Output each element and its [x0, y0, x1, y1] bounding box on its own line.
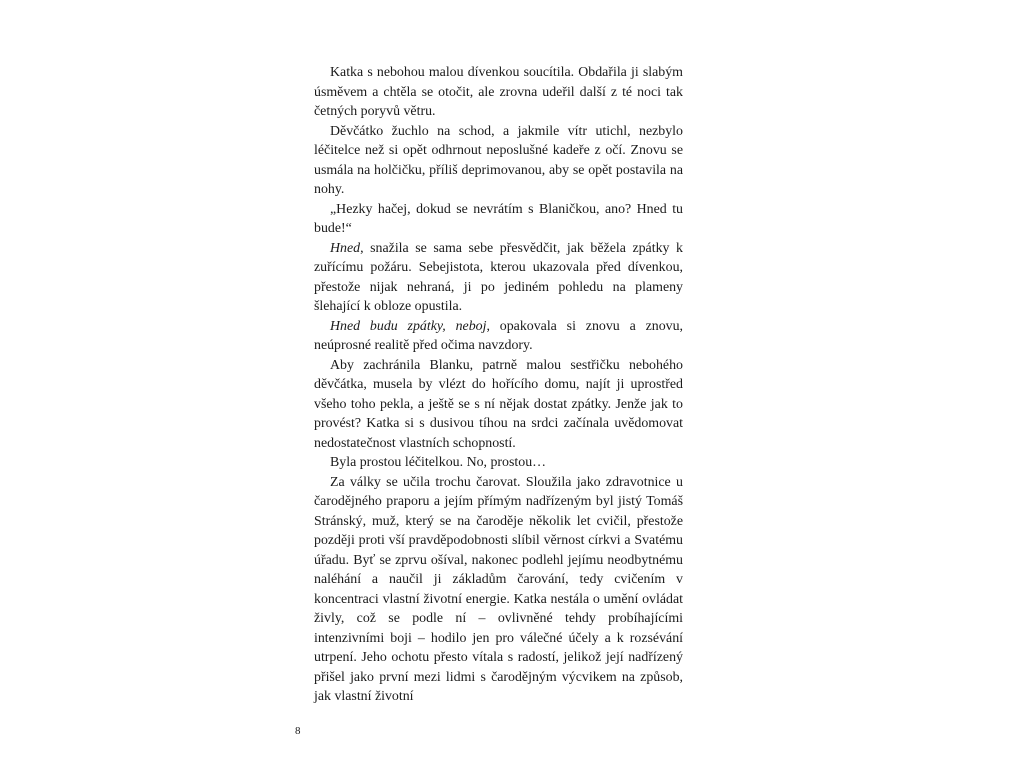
page-number: 8 — [295, 725, 301, 737]
paragraph-text: „Hezky hačej, dokud se nevrátím s Blaničkou, ano? Hned tu bude!“ — [314, 201, 683, 236]
paragraph-text: Za války se učila trochu čarovat. Sloužila jako zdravotnice u čarodějného praporu a jejím přímým nadřízeným byl jistý Tomáš Stránský, muž, který se na čaroděje několik let cvičil, přestože později proti vší pravděpodobnosti slíbil věrnost církvi a Svatému úřadu. Byť se zprvu ošíval, nakonec podlehl jejímu neodbytnému naléhání a naučil ji základům čarování, tedy cvičením v koncentraci vlastní životní energie. Katka nestála o umění ovládat živly, což se podle ní – ovlivněné tehdy probíhajícími intenzivními boji – hodilo jen pro válečné účely a k rozsévání utrpení. Jeho ochotu přesto vítala s radostí, jelikož její nadřízený přišel jako první mezi lidmi s čarodějným výcvikem na způsob, jak vlastní životní — [314, 474, 683, 704]
italic-text: Hned budu zpátky, neboj — [330, 318, 487, 334]
paragraph — [314, 122, 683, 200]
paragraph-text: , snažila se sama sebe přesvědčit, jak běžela zpátky k zuřícímu požáru. Sebejistota, kterou ukazovala před dívenkou, přestože nijak nehraná, ji po jediném pohledu na plameny šlehající k obloze opustila. — [314, 240, 683, 314]
paragraph — [314, 453, 683, 473]
paragraph-text: Děvčátko žuchlo na schod, a jakmile vítr utichl, nezbylo léčitelce než si opět odhrnout neposlušné kadeře z očí. Znovu se usmála na holčičku, příliš deprimovanou, aby se opět postavila na nohy. — [314, 123, 683, 197]
paragraph — [314, 63, 683, 122]
italic-text: Hned — [330, 240, 361, 256]
body-text — [314, 63, 683, 707]
paragraph — [314, 200, 683, 239]
paragraph — [314, 356, 683, 454]
paragraph-text: Byla prostou léčitelkou. No, prostou… — [330, 455, 547, 470]
paragraph-text: , opakovala si znovu a znovu, neúprosné realitě před očima navzdory. — [314, 318, 684, 353]
paragraph — [314, 239, 683, 317]
paragraph — [314, 317, 683, 356]
paragraph — [314, 473, 683, 707]
paragraph-text: Katka s nebohou malou dívenkou soucítila. Obdařila ji slabým úsměvem a chtěla se otočit, ale zrovna udeřil další z té noci tak četných poryvů větru. — [314, 65, 683, 119]
paragraph-text: Aby zachránila Blanku, patrně malou sestřičku nebohého děvčátka, musela by vlézt do hořícího domu, najít ji uprostřed všeho toho pekla, a ještě se s ní nějak dostat zpátky. Jenže jak to provést? Katka si s dusivou tíhou na srdci začínala uvědomovat nedostatečnost vlastních schopností. — [314, 357, 683, 451]
